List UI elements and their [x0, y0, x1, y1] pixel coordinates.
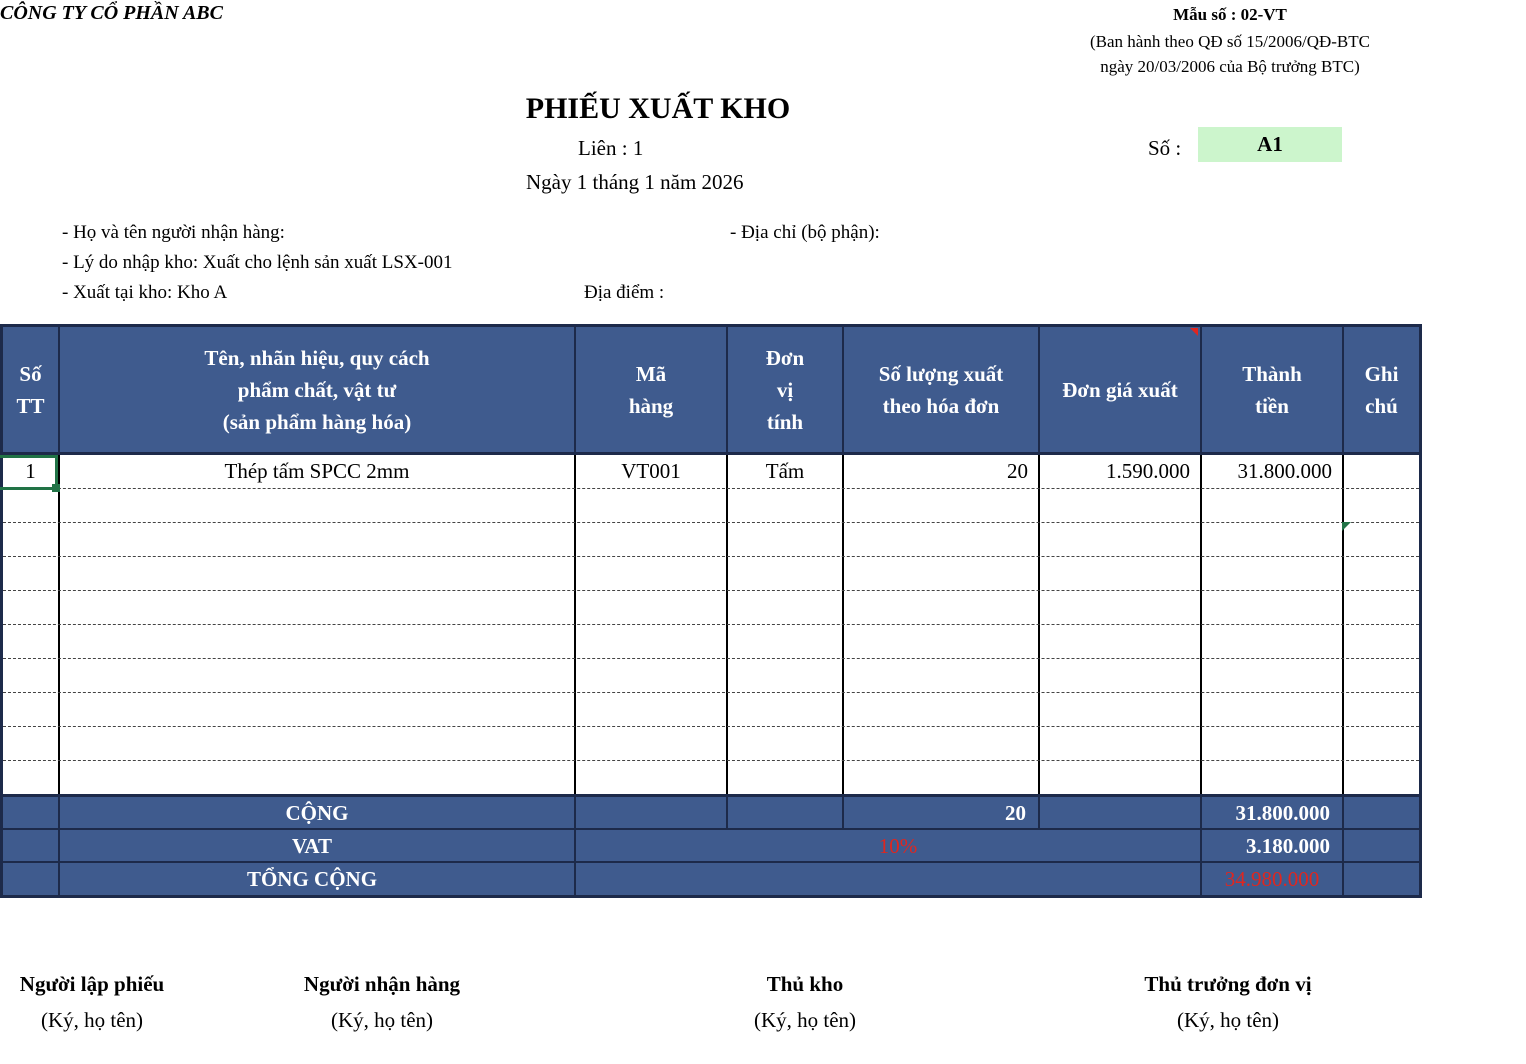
vat-row [3, 830, 1419, 863]
form-note-line2: ngày 20/03/2006 của Bộ trưởng BTC) [1100, 57, 1360, 76]
location-label: Địa điểm : [584, 282, 665, 303]
signature-storekeeper-title: Thủ kho [766, 972, 844, 996]
signature-preparer-note: (Ký, họ tên) [40, 1008, 144, 1032]
signature-head-note: (Ký, họ tên) [1176, 1008, 1280, 1032]
table-row[interactable] [3, 455, 1419, 489]
reason-label: - Lý do nhập kho: Xuất cho lệnh sản xuất LSX-001 [62, 252, 453, 273]
table-row[interactable] [3, 693, 1419, 727]
table-row[interactable] [3, 625, 1419, 659]
table-body [0, 455, 1422, 794]
header-amount: Thành tiền [1202, 327, 1344, 452]
row-qty[interactable]: 20 [1007, 459, 1028, 483]
voucher-date: Ngày 1 tháng 1 năm 2026 [526, 170, 744, 194]
address-label: - Địa chỉ (bộ phận): [730, 222, 880, 243]
signature-storekeeper-note: (Ký, họ tên) [753, 1008, 857, 1032]
table-header [0, 324, 1422, 455]
receiver-label: - Họ và tên người nhận hàng: [62, 222, 285, 243]
row-name[interactable]: Thép tấm SPCC 2mm [224, 459, 410, 483]
grand-total-label: TỔNG CỘNG [60, 863, 576, 895]
header-stt: Số TT [3, 327, 60, 452]
vat-amount[interactable]: 3.180.000 [1202, 830, 1344, 862]
total-row [3, 797, 1419, 830]
vat-rate[interactable]: 10% [576, 830, 1202, 862]
warehouse-label: - Xuất tại kho: Kho A [62, 282, 228, 303]
table-row[interactable] [3, 727, 1419, 761]
voucher-number-value[interactable]: A1 [1198, 127, 1342, 162]
company-name: CÔNG TY CỔ PHẦN ABC [0, 2, 223, 24]
table-row[interactable] [3, 659, 1419, 693]
header-unit: Đơn vị tính [728, 327, 844, 452]
row-note[interactable] [1344, 455, 1419, 488]
header-name: Tên, nhãn hiệu, quy cách phẩm chất, vật tư (sản phẩm hàng hóa) [60, 327, 576, 452]
table-row[interactable] [3, 761, 1419, 795]
fill-handle[interactable] [52, 484, 60, 492]
vat-label: VAT [60, 830, 576, 862]
total-qty[interactable]: 20 [844, 797, 1040, 829]
row-price[interactable]: 1.590.000 [1106, 459, 1190, 483]
total-amount[interactable]: 31.800.000 [1202, 797, 1344, 829]
error-indicator-icon[interactable] [1342, 522, 1351, 531]
signature-head-title: Thủ trưởng đơn vị [1144, 972, 1312, 996]
form-number: Mẫu số : 02-VT [1173, 5, 1287, 24]
total-label: CỘNG [60, 797, 576, 829]
copy-number: Liên : 1 [578, 136, 644, 160]
voucher-number-label: Số : [1148, 136, 1182, 160]
goods-table [0, 324, 1422, 898]
table-row[interactable] [3, 489, 1419, 523]
grand-total-amount[interactable]: 34.980.000 [1202, 863, 1344, 895]
header-price: Đơn giá xuất [1040, 327, 1202, 452]
table-row[interactable] [3, 591, 1419, 625]
row-stt[interactable]: 1 [25, 459, 36, 483]
comment-indicator-icon[interactable] [1190, 328, 1198, 336]
header-qty: Số lượng xuất theo hóa đơn [844, 327, 1040, 452]
header-note: Ghi chú [1364, 361, 1399, 418]
row-unit[interactable]: Tấm [765, 459, 805, 483]
header-code: Mã hàng [576, 327, 728, 452]
page-title: PHIẾU XUẤT KHO [525, 92, 791, 125]
table-row[interactable] [3, 557, 1419, 591]
table-footer [0, 794, 1422, 898]
signature-preparer-title: Người lập phiếu [19, 972, 165, 996]
row-code[interactable]: VT001 [621, 459, 681, 483]
grand-total-row [3, 863, 1419, 896]
form-note-line1: (Ban hành theo QĐ số 15/2006/QĐ-BTC [1089, 32, 1370, 51]
row-amount[interactable]: 31.800.000 [1237, 459, 1332, 483]
signature-receiver-title: Người nhận hàng [303, 972, 461, 996]
signature-receiver-note: (Ký, họ tên) [330, 1008, 434, 1032]
table-row[interactable] [3, 523, 1419, 557]
cell-selection-box[interactable] [0, 455, 58, 490]
